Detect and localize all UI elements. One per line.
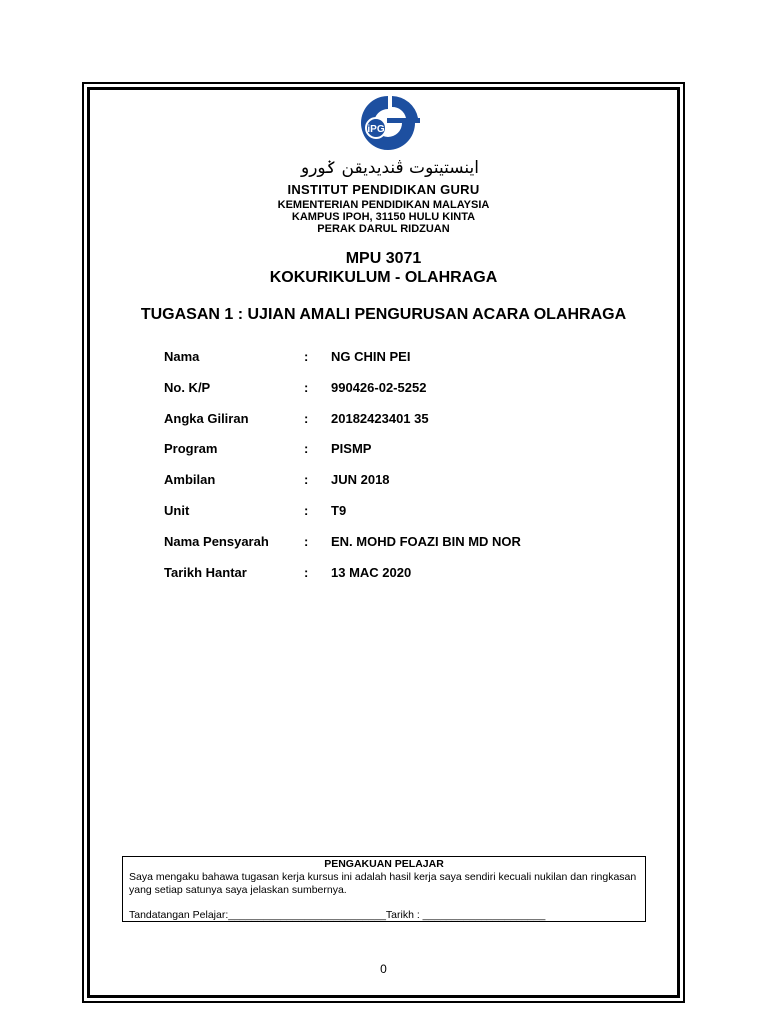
field-label: Unit (164, 503, 190, 518)
field-label: Program (164, 441, 218, 456)
field-colon: : (304, 380, 309, 395)
ipg-logo-icon (352, 92, 424, 154)
field-label: Nama Pensyarah (164, 534, 269, 549)
institute-name: INSTITUT PENDIDIKAN GURU (287, 182, 480, 197)
field-colon: : (304, 441, 309, 456)
field-value: EN. MOHD FOAZI BIN MD NOR (331, 534, 521, 549)
jawi-name (278, 153, 502, 181)
field-value: 20182423401 35 (331, 411, 429, 426)
jawi-name-text: اينستيتوت ڤنديديقن ݢورو (300, 158, 480, 178)
field-colon: : (304, 411, 309, 426)
field-label: Ambilan (164, 472, 216, 487)
signature-line: Tandatangan Pelajar:___________________________Tarikh : _____________________ (129, 909, 546, 921)
field-label: Nama (164, 349, 200, 364)
field-label: Angka Giliran (164, 411, 249, 426)
field-value: PISMP (331, 441, 372, 456)
field-value: T9 (331, 503, 347, 518)
declaration-title: PENGAKUAN PELAJAR (324, 858, 444, 870)
field-colon: : (304, 349, 309, 364)
state-line: PERAK DARUL RIDZUAN (317, 223, 450, 235)
declaration-text: Saya mengaku bahawa tugasan kerja kursus ini adalah hasil kerja saya sendiri kecuali nukilan dan ringkasan yang setiap satunya saya jelaskan sumbernya. (129, 871, 637, 896)
course-code: MPU 3071 (345, 250, 422, 267)
course-name: KOKURIKULUM - OLAHRAGA (269, 269, 498, 286)
field-value: 13 MAC 2020 (331, 565, 412, 580)
page-number: 0 (380, 962, 387, 976)
field-colon: : (304, 503, 309, 518)
field-colon: : (304, 534, 309, 549)
student-declaration-box (122, 856, 646, 922)
field-value: 990426-02-5252 (331, 380, 427, 395)
ministry-line: KEMENTERIAN PENDIDIKAN MALAYSIA (277, 199, 490, 211)
campus-line: KAMPUS IPOH, 31150 HULU KINTA (291, 211, 476, 223)
field-label: No. K/P (164, 380, 211, 395)
field-label: Tarikh Hantar (164, 565, 247, 580)
field-colon: : (304, 472, 309, 487)
logo-text: iPG (367, 124, 385, 135)
task-title: TUGASAN 1 : UJIAN AMALI PENGURUSAN ACARA OLAHRAGA (140, 306, 627, 323)
field-value: NG CHIN PEI (331, 349, 411, 364)
field-colon: : (304, 565, 309, 580)
field-value: JUN 2018 (331, 472, 390, 487)
